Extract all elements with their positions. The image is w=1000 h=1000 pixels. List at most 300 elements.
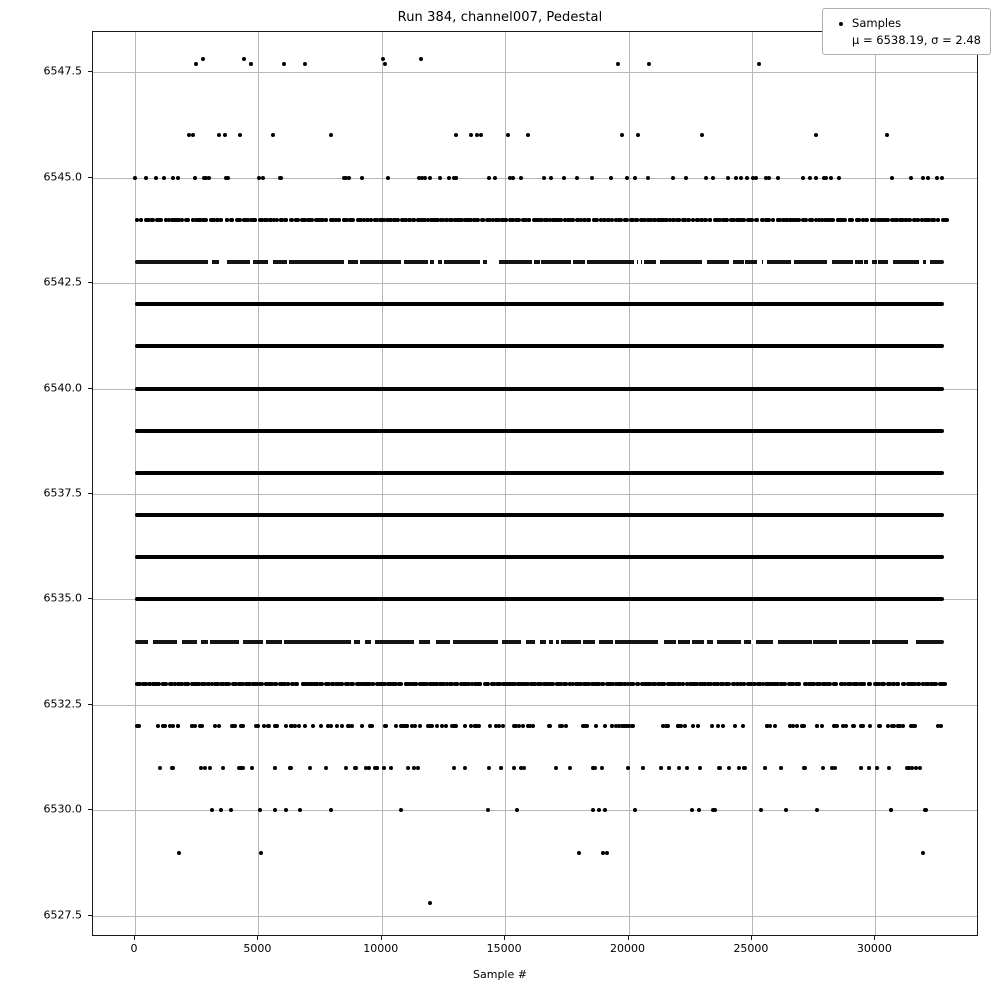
data-point	[478, 682, 482, 686]
data-point	[329, 133, 333, 137]
data-point	[186, 218, 190, 222]
data-band-gap	[638, 260, 641, 264]
data-point	[180, 218, 184, 222]
data-band-gap	[358, 260, 360, 264]
data-point	[685, 766, 689, 770]
data-point	[439, 218, 443, 222]
data-point	[296, 218, 300, 222]
data-point	[697, 808, 701, 812]
data-point	[364, 766, 368, 770]
data-point	[210, 808, 214, 812]
data-point	[511, 218, 515, 222]
data-point	[344, 766, 348, 770]
data-point	[562, 176, 566, 180]
data-point	[435, 724, 439, 728]
legend-entry-samples	[830, 15, 981, 32]
data-band-gap	[197, 640, 201, 644]
data-point	[239, 766, 243, 770]
data-point	[396, 218, 400, 222]
data-band-gap	[208, 260, 212, 264]
y-axis-tick-label: 6547.5	[43, 64, 82, 78]
data-point	[721, 724, 725, 728]
gridline-vertical	[258, 32, 259, 935]
data-point	[162, 176, 166, 180]
data-point	[515, 808, 519, 812]
data-point	[885, 133, 889, 137]
data-point	[522, 766, 526, 770]
data-point	[834, 682, 838, 686]
data-point	[319, 724, 323, 728]
data-band-gap	[495, 260, 499, 264]
data-point	[575, 176, 579, 180]
data-band-gap	[827, 260, 831, 264]
data-point	[710, 724, 714, 728]
data-point	[733, 724, 737, 728]
data-point	[905, 766, 909, 770]
x-axis-tick	[504, 936, 505, 940]
data-band-gap	[450, 640, 453, 644]
data-point	[284, 724, 288, 728]
data-point	[501, 724, 505, 728]
data-point	[549, 176, 553, 180]
data-point	[428, 901, 432, 905]
data-band-gap	[177, 640, 181, 644]
data-point	[447, 176, 451, 180]
data-point	[250, 766, 254, 770]
data-point	[540, 218, 544, 222]
data-point	[417, 176, 421, 180]
data-point	[718, 766, 722, 770]
data-point	[886, 724, 890, 728]
data-point	[646, 176, 650, 180]
data-point	[394, 724, 398, 728]
data-point	[386, 176, 390, 180]
data-point	[582, 218, 586, 222]
data-point	[354, 766, 358, 770]
data-point	[241, 724, 245, 728]
data-band-gap	[888, 260, 892, 264]
data-point	[815, 808, 819, 812]
data-point	[493, 176, 497, 180]
data-point	[683, 724, 687, 728]
data-point	[473, 724, 477, 728]
data-band-gap	[401, 260, 404, 264]
data-point	[282, 62, 286, 66]
data-point	[201, 682, 205, 686]
data-point	[438, 176, 442, 180]
data-point	[454, 176, 458, 180]
data-band-gap	[754, 640, 756, 644]
data-point	[340, 724, 344, 728]
data-point	[261, 176, 265, 180]
data-point	[837, 176, 841, 180]
data-band-gap	[926, 260, 930, 264]
data-band-gap	[704, 640, 707, 644]
data-point	[921, 176, 925, 180]
data-point	[767, 176, 771, 180]
data-point	[875, 766, 879, 770]
data-point	[527, 218, 531, 222]
data-point	[801, 176, 805, 180]
data-point	[324, 766, 328, 770]
data-band-gap	[868, 260, 872, 264]
x-axis-tick-label: 15000	[486, 942, 522, 955]
data-band-gap	[434, 260, 438, 264]
gridline-vertical	[135, 32, 136, 935]
data-point	[766, 218, 770, 222]
data-point	[784, 808, 788, 812]
data-point	[512, 766, 516, 770]
data-band-gap	[690, 640, 692, 644]
data-point	[821, 766, 825, 770]
data-point	[273, 808, 277, 812]
gridline-horizontal	[93, 283, 977, 284]
x-axis-tick	[628, 936, 629, 940]
data-point	[303, 218, 307, 222]
data-point	[885, 218, 889, 222]
data-point	[631, 724, 635, 728]
data-band-gap	[416, 640, 419, 644]
data-band-gap	[870, 640, 872, 644]
data-point	[469, 133, 473, 137]
data-point	[691, 724, 695, 728]
data-point	[763, 766, 767, 770]
data-point	[862, 682, 866, 686]
data-point	[868, 682, 872, 686]
data-band-gap	[524, 640, 526, 644]
data-point	[739, 176, 743, 180]
data-point	[475, 133, 479, 137]
x-axis-tick-label: 30000	[856, 942, 892, 955]
data-band-gap	[763, 260, 767, 264]
data-point	[640, 682, 644, 686]
data-point	[262, 724, 266, 728]
data-point	[308, 766, 312, 770]
data-point	[600, 766, 604, 770]
data-band-gap	[287, 260, 289, 264]
data-point	[350, 724, 354, 728]
data-point	[176, 724, 180, 728]
data-point	[850, 218, 854, 222]
data-point	[677, 218, 681, 222]
data-point	[242, 57, 246, 61]
data-point	[526, 133, 530, 137]
data-point	[696, 724, 700, 728]
gridline-vertical	[752, 32, 753, 935]
data-point	[776, 176, 780, 180]
data-band-gap	[908, 640, 912, 644]
x-axis-tick-label: 25000	[733, 942, 769, 955]
data-point	[918, 766, 922, 770]
data-point	[217, 724, 221, 728]
data-point	[751, 176, 755, 180]
data-point	[488, 218, 492, 222]
data-point	[713, 808, 717, 812]
data-band-gap	[208, 640, 211, 644]
x-axis-tick-label: 20000	[610, 942, 646, 955]
data-point	[626, 766, 630, 770]
data-point	[426, 218, 430, 222]
data-point	[177, 851, 181, 855]
data-point	[831, 218, 835, 222]
gridline-vertical	[875, 32, 876, 935]
data-point	[158, 766, 162, 770]
data-point	[419, 57, 423, 61]
data-band-gap	[585, 260, 588, 264]
data-band-gap	[428, 260, 429, 264]
data-point	[519, 176, 523, 180]
data-point	[144, 176, 148, 180]
data-point	[399, 682, 403, 686]
data-point	[319, 682, 323, 686]
data-point	[416, 766, 420, 770]
data-point	[797, 682, 801, 686]
legend-stats-label: μ = 6538.19, σ = 2.48	[852, 32, 981, 47]
y-axis-tick-label: 6535.0	[43, 591, 82, 605]
data-point	[219, 808, 223, 812]
data-point	[487, 766, 491, 770]
data-point	[347, 176, 351, 180]
data-point	[360, 176, 364, 180]
data-band-gap	[282, 640, 285, 644]
data-point	[560, 724, 564, 728]
data-point	[889, 808, 893, 812]
data-band-gap	[634, 260, 637, 264]
data-point	[943, 682, 947, 686]
gridline-vertical	[629, 32, 630, 935]
data-point	[644, 682, 648, 686]
data-point	[913, 724, 917, 728]
data-band-gap	[219, 260, 222, 264]
data-point	[454, 133, 458, 137]
data-point	[815, 724, 819, 728]
y-axis-tick-label: 6537.5	[43, 486, 82, 500]
data-point	[725, 218, 729, 222]
data-point	[542, 176, 546, 180]
data-point	[690, 808, 694, 812]
data-point	[742, 218, 746, 222]
data-point	[389, 218, 393, 222]
data-point	[133, 176, 137, 180]
data-point	[455, 682, 459, 686]
data-band-gap	[480, 260, 483, 264]
data-point	[945, 218, 949, 222]
data-point	[661, 724, 665, 728]
data-point	[607, 218, 611, 222]
data-point	[590, 176, 594, 180]
data-band-gap	[853, 260, 855, 264]
data-point-band	[135, 302, 944, 306]
data-point	[367, 766, 371, 770]
data-point	[384, 724, 388, 728]
data-point	[412, 766, 416, 770]
data-point	[867, 766, 871, 770]
data-point	[745, 176, 749, 180]
data-point	[256, 724, 260, 728]
data-point	[890, 218, 894, 222]
data-band-gap	[642, 260, 644, 264]
data-band-gap	[239, 640, 243, 644]
data-band-gap	[540, 260, 541, 264]
data-band-gap	[791, 260, 794, 264]
data-point	[865, 218, 869, 222]
data-point-band	[135, 597, 944, 601]
data-point	[382, 766, 386, 770]
legend	[822, 8, 991, 55]
data-band-gap	[532, 260, 534, 264]
data-point	[684, 176, 688, 180]
data-point	[704, 176, 708, 180]
data-point	[201, 57, 205, 61]
data-point	[351, 218, 355, 222]
data-point	[253, 218, 257, 222]
data-point	[843, 218, 847, 222]
data-band-gap	[773, 640, 778, 644]
data-point	[859, 766, 863, 770]
data-point	[641, 766, 645, 770]
gridline-vertical	[505, 32, 506, 935]
data-point	[633, 808, 637, 812]
x-axis-tick-label: 0	[130, 942, 138, 955]
data-point	[423, 176, 427, 180]
data-point	[605, 851, 609, 855]
data-point	[779, 766, 783, 770]
data-point	[610, 724, 614, 728]
data-point	[934, 682, 938, 686]
data-point	[401, 724, 405, 728]
legend-entry-label: Samples	[852, 16, 902, 30]
data-point	[259, 851, 263, 855]
data-band-gap	[581, 640, 582, 644]
data-point	[557, 218, 561, 222]
data-point	[284, 218, 288, 222]
data-point	[814, 133, 818, 137]
data-point	[139, 218, 143, 222]
data-point	[921, 851, 925, 855]
data-point	[791, 724, 795, 728]
data-point	[936, 218, 940, 222]
data-point	[526, 724, 530, 728]
data-point	[737, 766, 741, 770]
data-point	[734, 176, 738, 180]
data-point	[597, 808, 601, 812]
x-axis-tick	[381, 936, 382, 940]
data-point	[926, 176, 930, 180]
data-point	[444, 724, 448, 728]
data-point	[868, 724, 872, 728]
data-point	[284, 808, 288, 812]
data-point	[708, 218, 712, 222]
data-point	[360, 724, 364, 728]
data-point	[861, 724, 865, 728]
data-band-gap	[148, 640, 153, 644]
data-point	[887, 766, 891, 770]
data-band-gap	[268, 260, 273, 264]
data-band-gap	[676, 640, 678, 644]
data-band-gap	[713, 640, 718, 644]
data-point	[620, 133, 624, 137]
y-axis-tick-label: 6545.0	[43, 170, 82, 184]
data-point	[229, 808, 233, 812]
data-point	[170, 766, 174, 770]
data-point	[479, 133, 483, 137]
data-point	[486, 808, 490, 812]
data-point	[450, 682, 454, 686]
data-point	[158, 218, 162, 222]
data-point	[273, 766, 277, 770]
data-point	[741, 724, 745, 728]
gridline-vertical	[382, 32, 383, 935]
data-point	[311, 724, 315, 728]
data-point	[324, 218, 328, 222]
data-point	[511, 176, 515, 180]
y-axis-tick-label: 6527.5	[43, 908, 82, 922]
data-band-gap	[490, 260, 495, 264]
data-band-gap	[657, 260, 660, 264]
data-band-gap	[744, 260, 745, 264]
data-point	[499, 766, 503, 770]
data-point	[405, 724, 409, 728]
data-point	[337, 218, 341, 222]
data-point	[646, 218, 650, 222]
plot-area	[92, 31, 978, 936]
data-point	[814, 176, 818, 180]
data-point	[452, 766, 456, 770]
data-point	[594, 724, 598, 728]
y-axis-tick-label: 6530.0	[43, 802, 82, 816]
data-point	[297, 724, 301, 728]
data-point	[258, 808, 262, 812]
data-point	[223, 133, 227, 137]
data-band-gap	[757, 260, 762, 264]
data-point	[829, 176, 833, 180]
data-point	[161, 724, 165, 728]
data-band-gap	[837, 640, 839, 644]
data-point	[418, 724, 422, 728]
data-point	[219, 218, 223, 222]
data-point	[190, 724, 194, 728]
data-point	[757, 62, 761, 66]
data-band-gap	[919, 260, 923, 264]
data-point	[272, 218, 276, 222]
data-point	[224, 176, 228, 180]
data-point	[571, 682, 575, 686]
data-point	[423, 682, 427, 686]
data-point	[796, 218, 800, 222]
chart-title: Run 384, channel007, Pedestal	[397, 10, 603, 25]
data-band-gap	[535, 640, 540, 644]
data-band-gap	[498, 640, 502, 644]
data-point	[554, 766, 558, 770]
data-point	[587, 218, 591, 222]
data-band-gap	[729, 260, 734, 264]
y-axis-tick-label: 6542.5	[43, 275, 82, 289]
data-point	[176, 176, 180, 180]
data-point	[487, 176, 491, 180]
data-point	[289, 766, 293, 770]
data-point	[700, 133, 704, 137]
data-point	[156, 724, 160, 728]
data-point	[667, 766, 671, 770]
data-point-band	[135, 429, 944, 433]
x-axis-tick-label: 5000	[243, 942, 272, 955]
data-point	[203, 766, 207, 770]
data-point	[576, 218, 580, 222]
data-point	[609, 176, 613, 180]
data-point	[852, 724, 856, 728]
data-band-gap	[222, 260, 226, 264]
data-band-gap	[546, 640, 549, 644]
